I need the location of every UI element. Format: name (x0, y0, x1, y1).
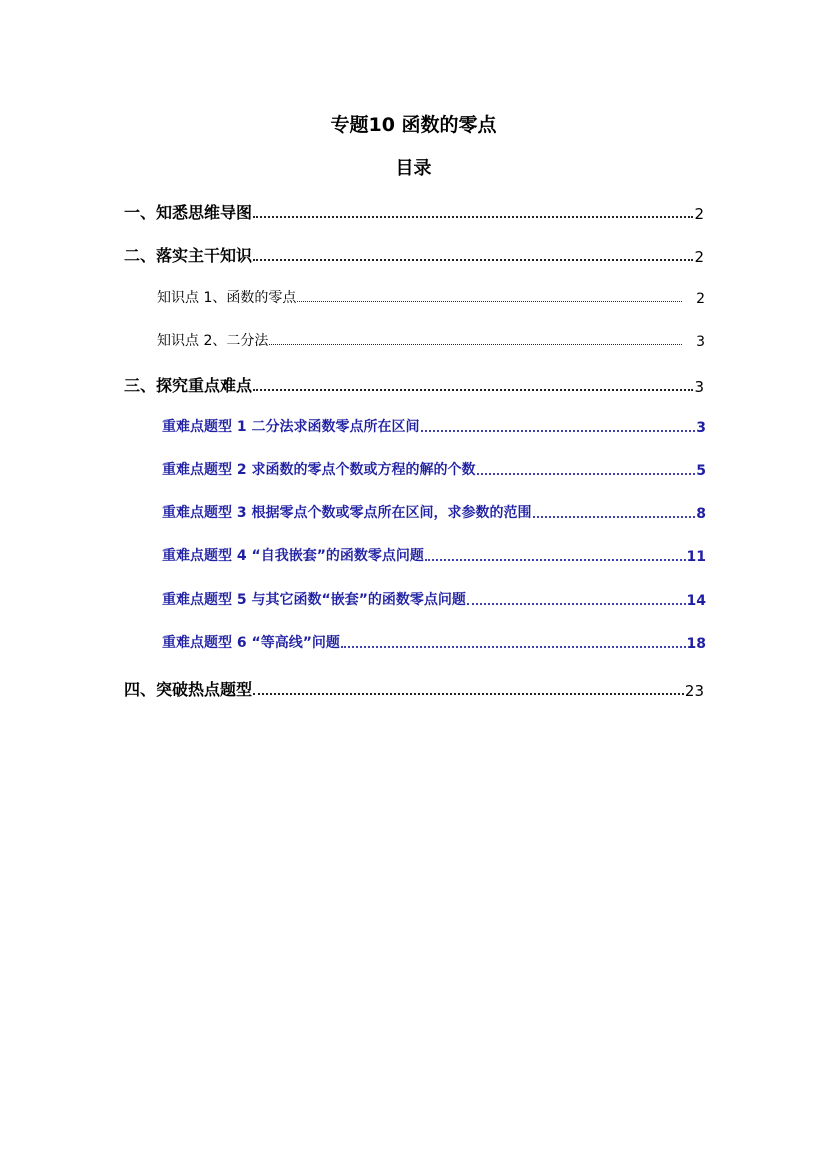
toc-entry-type-2[interactable] (162, 459, 706, 479)
dot-leader (477, 473, 696, 475)
toc-entry-label: 重难点题型 3 根据零点个数或零点所在区间，求参数的范围 (162, 505, 532, 521)
toc-entry-page: 2 (694, 205, 704, 223)
toc-entry-page: 5 (696, 463, 706, 479)
dot-leader (341, 646, 686, 648)
toc-entry-page: 18 (686, 636, 706, 652)
toc-entry-knowledge-2[interactable] (157, 330, 705, 350)
toc-entry-page: 14 (686, 593, 706, 609)
toc-entry-type-1[interactable] (162, 416, 706, 436)
dot-leader (253, 259, 693, 261)
dot-leader (425, 559, 686, 561)
dot-leader (253, 216, 693, 218)
toc-entry-page: 8 (696, 506, 706, 522)
dot-leader (421, 430, 696, 432)
toc-entry-page: 3 (694, 378, 704, 396)
toc-heading: 目录 (395, 158, 432, 179)
toc-entry-knowledge-1[interactable] (157, 287, 705, 307)
toc-entry-label: 四、突破热点题型 (124, 680, 253, 699)
toc-entry-label: 一、知悉思维导图 (124, 203, 253, 222)
toc-entry-label: 知识点 2、二分法 (157, 333, 269, 349)
toc-entry-label: 三、探究重点难点 (124, 376, 253, 395)
toc-entry-mindmap[interactable] (124, 200, 704, 223)
toc-entry-label: 重难点题型 6 “等高线”问题 (162, 635, 340, 651)
toc-entry-page: 2 (694, 248, 704, 266)
toc-entry-label: 重难点题型 1 二分法求函数零点所在区间 (162, 419, 420, 435)
toc-entry-page: 23 (684, 682, 704, 700)
dot-leader (297, 301, 682, 302)
toc-entry-page: 2 (696, 291, 705, 307)
toc-entry-key-difficulties[interactable] (124, 373, 704, 396)
toc-entry-label: 二、落实主干知识 (124, 246, 253, 265)
toc-entry-label: 重难点题型 4 “自我嵌套”的函数零点问题 (162, 548, 424, 564)
toc-entry-type-5[interactable] (162, 589, 706, 609)
toc-entry-label: 重难点题型 5 与其它函数“嵌套”的函数零点问题 (162, 592, 466, 608)
dot-leader (253, 693, 684, 695)
toc-entry-page: 3 (696, 334, 705, 350)
toc-entry-type-6[interactable] (162, 632, 706, 652)
toc-entry-type-3[interactable] (162, 502, 706, 522)
dot-leader (269, 344, 682, 345)
dot-leader (467, 603, 686, 605)
toc-entry-page: 3 (696, 420, 706, 436)
document-title: 专题10 函数的零点 (330, 114, 497, 136)
toc-entry-label: 知识点 1、函数的零点 (157, 290, 297, 306)
toc-entry-page: 11 (686, 549, 706, 565)
toc-entry-label: 重难点题型 2 求函数的零点个数或方程的解的个数 (162, 462, 476, 478)
dot-leader (533, 516, 696, 518)
toc-entry-core-knowledge[interactable] (124, 243, 704, 266)
dot-leader (253, 389, 693, 391)
toc-entry-hot-topics[interactable] (124, 677, 704, 700)
toc-entry-type-4[interactable] (162, 545, 706, 565)
